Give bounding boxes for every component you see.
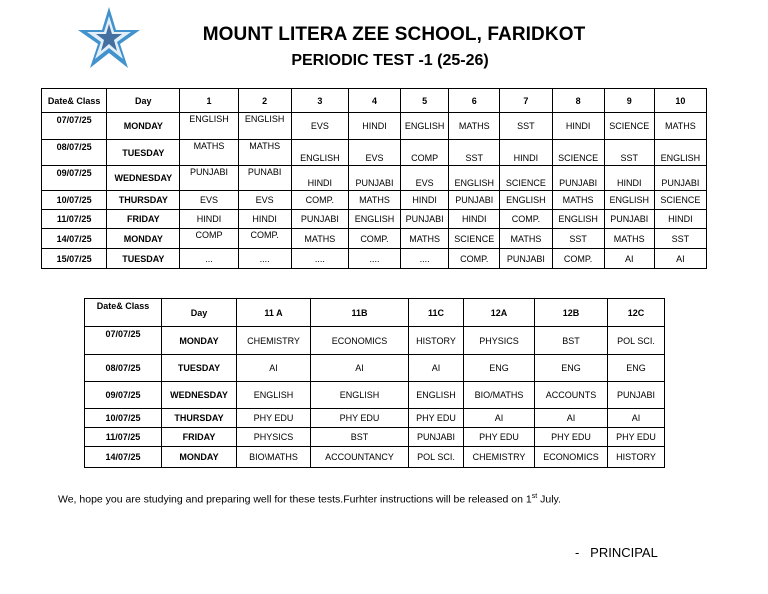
day-cell: FRIDAY [162,428,237,447]
subject-cell: MATHS [348,191,400,210]
subject-cell: SCIENCE [500,166,552,191]
subject-cell: PHY EDU [608,428,665,447]
table-header-row [42,89,707,113]
table-row [42,249,707,269]
subject-cell: PUNJABI [654,166,706,191]
subject-cell: AI [535,409,608,428]
subject-cell: SCIENCE [604,113,654,140]
subject-cell: PUNJABI [348,166,400,191]
subject-cell: ENG [464,355,535,382]
date-cell: 10/07/25 [42,191,107,210]
subject-cell: ENGLISH [348,210,400,229]
subject-cell: ACCOUNTANCY [311,447,409,468]
subject-cell: CHEMISTRY [464,447,535,468]
subject-cell: ENG [535,355,608,382]
subject-cell: ENGLISH [291,140,348,166]
subject-cell: SCIENCE [654,191,706,210]
subject-cell: SST [604,140,654,166]
subject-cell: ECONOMICS [311,327,409,355]
subject-cell: ENGLISH [500,191,552,210]
subject-cell: ENGLISH [238,113,291,140]
table-header-row [85,299,665,327]
column-header: 12B [535,299,608,327]
subject-cell: EVS [180,191,238,210]
day-cell: MONDAY [107,113,180,140]
subject-cell: COMP. [291,191,348,210]
subject-cell: HINDI [654,210,706,229]
subject-cell: AI [464,409,535,428]
column-header: Day [162,299,237,327]
principal-signature: - PRINCIPAL [575,545,658,560]
subject-cell: PHY EDU [464,428,535,447]
note-superscript: st [531,493,538,500]
column-header: 3 [291,89,348,113]
subject-cell: PUNJABI [604,210,654,229]
subject-cell: MATHS [604,229,654,249]
subject-cell: POL SCI. [409,447,464,468]
table-row [42,113,707,140]
subject-cell: POL SCI. [608,327,665,355]
date-cell: 09/07/25 [42,166,107,191]
subject-cell: HISTORY [409,327,464,355]
table-row [85,327,665,355]
column-header: 11B [311,299,409,327]
subject-cell: COMP. [238,229,291,249]
date-cell: 14/07/25 [85,447,162,468]
date-cell: 07/07/25 [42,113,107,140]
table-row [85,428,665,447]
subject-cell: COMP. [552,249,604,269]
subject-cell: PUNJABI [608,382,665,409]
column-header: 7 [500,89,552,113]
subject-cell: SCIENCE [449,229,500,249]
subject-cell: HINDI [238,210,291,229]
subject-cell: MATHS [552,191,604,210]
subject-cell: ENGLISH [401,113,449,140]
subject-cell: HINDI [449,210,500,229]
column-header: Day [107,89,180,113]
subject-cell: BIO\MATHS [237,447,311,468]
subject-cell: BST [311,428,409,447]
date-cell: 07/07/25 [85,327,162,355]
subject-cell: ENGLISH [311,382,409,409]
date-cell: 14/07/25 [42,229,107,249]
day-cell: FRIDAY [107,210,180,229]
column-header: 12C [608,299,665,327]
subject-cell: EVS [238,191,291,210]
column-header: 11 A [237,299,311,327]
day-cell: TUESDAY [107,249,180,269]
subject-cell: HINDI [348,113,400,140]
subject-cell: ... [180,249,238,269]
table-row [42,140,707,166]
subject-cell: HINDI [500,140,552,166]
datesheet-table-classes-11-12 [84,298,665,468]
table-row [85,409,665,428]
day-cell: MONDAY [162,447,237,468]
note-text-end: July. [537,493,561,506]
subject-cell: HINDI [291,166,348,191]
column-header: 12A [464,299,535,327]
date-cell: 08/07/25 [42,140,107,166]
subject-cell: BIO/MATHS [464,382,535,409]
subject-cell: HISTORY [608,447,665,468]
subject-cell: MATHS [500,229,552,249]
subject-cell: HINDI [180,210,238,229]
date-cell: 15/07/25 [42,249,107,269]
subject-cell: PHYSICS [464,327,535,355]
day-cell: WEDNESDAY [162,382,237,409]
subject-cell: .... [401,249,449,269]
subject-cell: PUNJABI [449,191,500,210]
subject-cell: PUNJABI [291,210,348,229]
test-title: PERIODIC TEST -1 (25-26) [291,52,489,69]
date-cell: 09/07/25 [85,382,162,409]
subject-cell: HINDI [401,191,449,210]
subject-cell: HINDI [552,113,604,140]
subject-cell: SCIENCE [552,140,604,166]
subject-cell: AI [237,355,311,382]
day-cell: THURSDAY [107,191,180,210]
subject-cell: COMP [180,229,238,249]
subject-cell: AI [608,409,665,428]
subject-cell: COMP. [500,210,552,229]
subject-cell: ENG [608,355,665,382]
subject-cell: .... [238,249,291,269]
subject-cell: MATHS [654,113,706,140]
subject-cell: SST [449,140,500,166]
column-header: 6 [449,89,500,113]
subject-cell: PHY EDU [237,409,311,428]
subject-cell: SST [654,229,706,249]
subject-cell: MATHS [449,113,500,140]
subject-cell: PUNJABI [180,166,238,191]
table-row [85,355,665,382]
column-header: 4 [348,89,400,113]
day-cell: MONDAY [162,327,237,355]
subject-cell: COMP [401,140,449,166]
subject-cell: .... [291,249,348,269]
subject-cell: AI [409,355,464,382]
subject-cell: CHEMISTRY [237,327,311,355]
column-header: 10 [654,89,706,113]
subject-cell: PHYSICS [237,428,311,447]
note-text: We, hope you are studying and preparing well for these tests.Furhter instructions will be released on 1 [58,493,532,506]
subject-cell: PUNJABI [401,210,449,229]
subject-cell: SST [552,229,604,249]
subject-cell: EVS [348,140,400,166]
table-row [85,382,665,409]
subject-cell: AI [604,249,654,269]
subject-cell: PHY EDU [409,409,464,428]
subject-cell: AI [654,249,706,269]
subject-cell: SST [500,113,552,140]
subject-cell: ENGLISH [552,210,604,229]
subject-cell: PHY EDU [311,409,409,428]
day-cell: TUESDAY [107,140,180,166]
subject-cell: MATHS [291,229,348,249]
subject-cell: ENGLISH [604,191,654,210]
subject-cell: BST [535,327,608,355]
table-row [85,447,665,468]
table-row [42,210,707,229]
subject-cell: ACCOUNTS [535,382,608,409]
instructions-note [58,493,561,506]
subject-cell: MATHS [401,229,449,249]
column-header: Date& Class [42,89,107,113]
day-cell: THURSDAY [162,409,237,428]
subject-cell: HINDI [604,166,654,191]
column-header: 8 [552,89,604,113]
table-row [42,166,707,191]
subject-cell: AI [311,355,409,382]
subject-cell: ENGLISH [180,113,238,140]
subject-cell: MATHS [180,140,238,166]
subject-cell: PUNJABI [500,249,552,269]
date-cell: 10/07/25 [85,409,162,428]
school-name: MOUNT LITERA ZEE SCHOOL, FARIDKOT [202,24,586,45]
subject-cell: ENGLISH [237,382,311,409]
table-row [42,229,707,249]
subject-cell: COMP. [348,229,400,249]
subject-cell: ENGLISH [654,140,706,166]
column-header: 9 [604,89,654,113]
date-cell: 11/07/25 [85,428,162,447]
column-header: 11C [409,299,464,327]
subject-cell: MATHS [238,140,291,166]
column-header: 2 [238,89,291,113]
subject-cell: PUNJABI [409,428,464,447]
subject-cell: EVS [291,113,348,140]
date-cell: 11/07/25 [42,210,107,229]
subject-cell: ECONOMICS [535,447,608,468]
subject-cell: PUNJABI [552,166,604,191]
subject-cell: EVS [401,166,449,191]
subject-cell: .... [348,249,400,269]
subject-cell: ENGLISH [409,382,464,409]
day-cell: TUESDAY [162,355,237,382]
subject-cell: PHY EDU [535,428,608,447]
date-cell: 08/07/25 [85,355,162,382]
column-header: 5 [401,89,449,113]
subject-cell: PUNABI [238,166,291,191]
column-header: 1 [180,89,238,113]
day-cell: MONDAY [107,229,180,249]
column-header: Date& Class [85,299,162,327]
subject-cell: COMP. [449,249,500,269]
day-cell: WEDNESDAY [107,166,180,191]
subject-cell: ENGLISH [449,166,500,191]
datesheet-table-classes-1-10 [41,88,707,269]
table-row [42,191,707,210]
